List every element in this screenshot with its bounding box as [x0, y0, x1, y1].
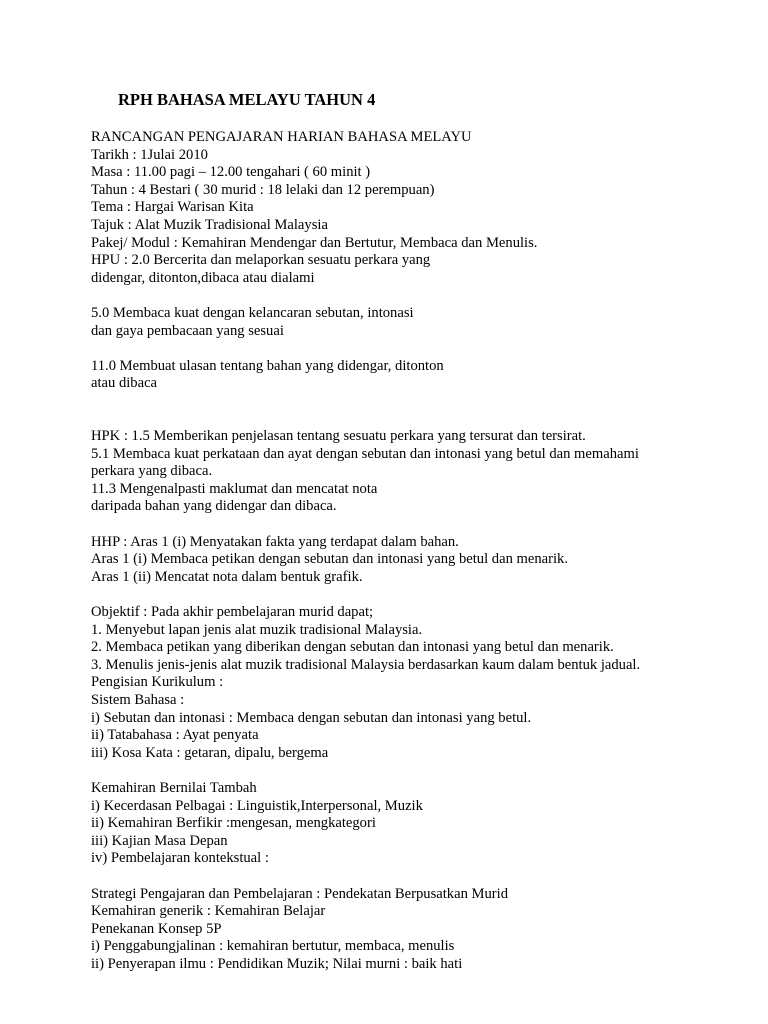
document-title: RPH BAHASA MELAYU TAHUN 4 — [118, 90, 376, 109]
text-line: daripada bahan yang didengar dan dibaca. — [91, 498, 337, 515]
text-line: Kemahiran Bernilai Tambah — [91, 779, 257, 796]
text-line: HHP : Aras 1 (i) Menyatakan fakta yang terdapat dalam bahan. — [91, 533, 459, 550]
document-body — [91, 129, 741, 974]
objektif-section — [91, 604, 741, 762]
text-line: Pakej/ Modul : Kemahiran Mendengar dan Bertutur, Membaca dan Menulis. — [91, 234, 538, 251]
text-line: Pengisian Kurikulum : — [91, 674, 224, 691]
paragraph-gap — [91, 516, 741, 534]
text-line: iv) Pembelajaran kontekstual : — [91, 850, 269, 867]
paragraph-gap — [91, 868, 741, 886]
hpu-5-section — [91, 305, 741, 340]
text-line: RANCANGAN PENGAJARAN HARIAN BAHASA MELAYU — [91, 129, 472, 145]
text-line: Penekanan Konsep 5P — [91, 920, 222, 937]
text-line: didengar, ditonton,dibaca atau dialami — [91, 269, 315, 286]
paragraph-gap — [91, 340, 741, 358]
text-line: i) Kecerdasan Pelbagai : Linguistik,Interpersonal, Muzik — [91, 797, 423, 814]
text-line: iii) Kajian Masa Depan — [91, 832, 228, 849]
text-line: atau dibaca — [91, 375, 158, 392]
header-section — [91, 129, 741, 287]
text-line: Tema : Hargai Warisan Kita — [91, 199, 254, 216]
text-line: Strategi Pengajaran dan Pembelajaran : Pendekatan Berpusatkan Murid — [91, 885, 509, 902]
paragraph-gap — [91, 393, 741, 428]
text-line: Objektif : Pada akhir pembelajaran murid dapat; — [91, 604, 374, 621]
text-line: 3. Menulis jenis-jenis alat muzik tradisional Malaysia berdasarkan kaum dalam bentuk jadual. — [91, 656, 641, 673]
text-line: HPU : 2.0 Bercerita dan melaporkan sesuatu perkara yang — [91, 252, 431, 269]
text-line: Aras 1 (ii) Mencatat nota dalam bentuk grafik. — [91, 568, 363, 585]
text-line: Sistem Bahasa : — [91, 692, 185, 708]
text-line: Kemahiran generik : Kemahiran Belajar — [91, 903, 326, 920]
text-line: Tajuk : Alat Muzik Tradisional Malaysia — [91, 216, 328, 233]
paragraph-gap — [91, 762, 741, 780]
text-line: ii) Penyerapan ilmu : Pendidikan Muzik; Nilai murni : baik hati — [91, 955, 463, 972]
text-line: i) Sebutan dan intonasi : Membaca dengan sebutan dan intonasi yang betul. — [91, 709, 532, 726]
text-line: 11.0 Membuat ulasan tentang bahan yang didengar, ditonton — [91, 357, 444, 374]
text-line: 1. Menyebut lapan jenis alat muzik tradisional Malaysia. — [91, 621, 423, 638]
text-line: Aras 1 (i) Membaca petikan dengan sebutan dan intonasi yang betul dan menarik. — [91, 551, 568, 568]
paragraph-gap — [91, 586, 741, 604]
text-line: ii) Kemahiran Berfikir :mengesan, mengkategori — [91, 815, 376, 832]
hhp-section — [91, 534, 741, 587]
paragraph-gap — [91, 287, 741, 305]
kemahiran-section — [91, 780, 741, 868]
text-line: Masa : 11.00 pagi – 12.00 tengahari ( 60 minit ) — [91, 164, 371, 181]
text-line: 5.0 Membaca kuat dengan kelancaran sebutan, intonasi — [91, 304, 414, 321]
text-line: 2. Membaca petikan yang diberikan dengan sebutan dan intonasi yang betul dan menarik. — [91, 639, 614, 656]
text-line: Tahun : 4 Bestari ( 30 murid : 18 lelaki dan 12 perempuan) — [91, 181, 435, 198]
hpk-section — [91, 428, 741, 516]
text-line: dan gaya pembacaan yang sesuai — [91, 322, 284, 339]
text-line: HPK : 1.5 Memberikan penjelasan tentang sesuatu perkara yang tersurat dan tersirat. — [91, 428, 586, 445]
hpu-11-section — [91, 358, 741, 393]
text-line: ii) Tatabahasa : Ayat penyata — [91, 727, 259, 744]
text-line: perkara yang dibaca. — [91, 463, 213, 480]
text-line: 11.3 Mengenalpasti maklumat dan mencatat nota — [91, 480, 378, 497]
text-line: Tarikh : 1Julai 2010 — [91, 146, 208, 163]
strategi-section — [91, 886, 741, 974]
text-line: i) Penggabungjalinan : kemahiran bertutur, membaca, menulis — [91, 938, 455, 955]
text-line: iii) Kosa Kata : getaran, dipalu, bergema — [91, 744, 329, 761]
text-line: 5.1 Membaca kuat perkataan dan ayat dengan sebutan dan intonasi yang betul dan memahami — [91, 445, 639, 462]
